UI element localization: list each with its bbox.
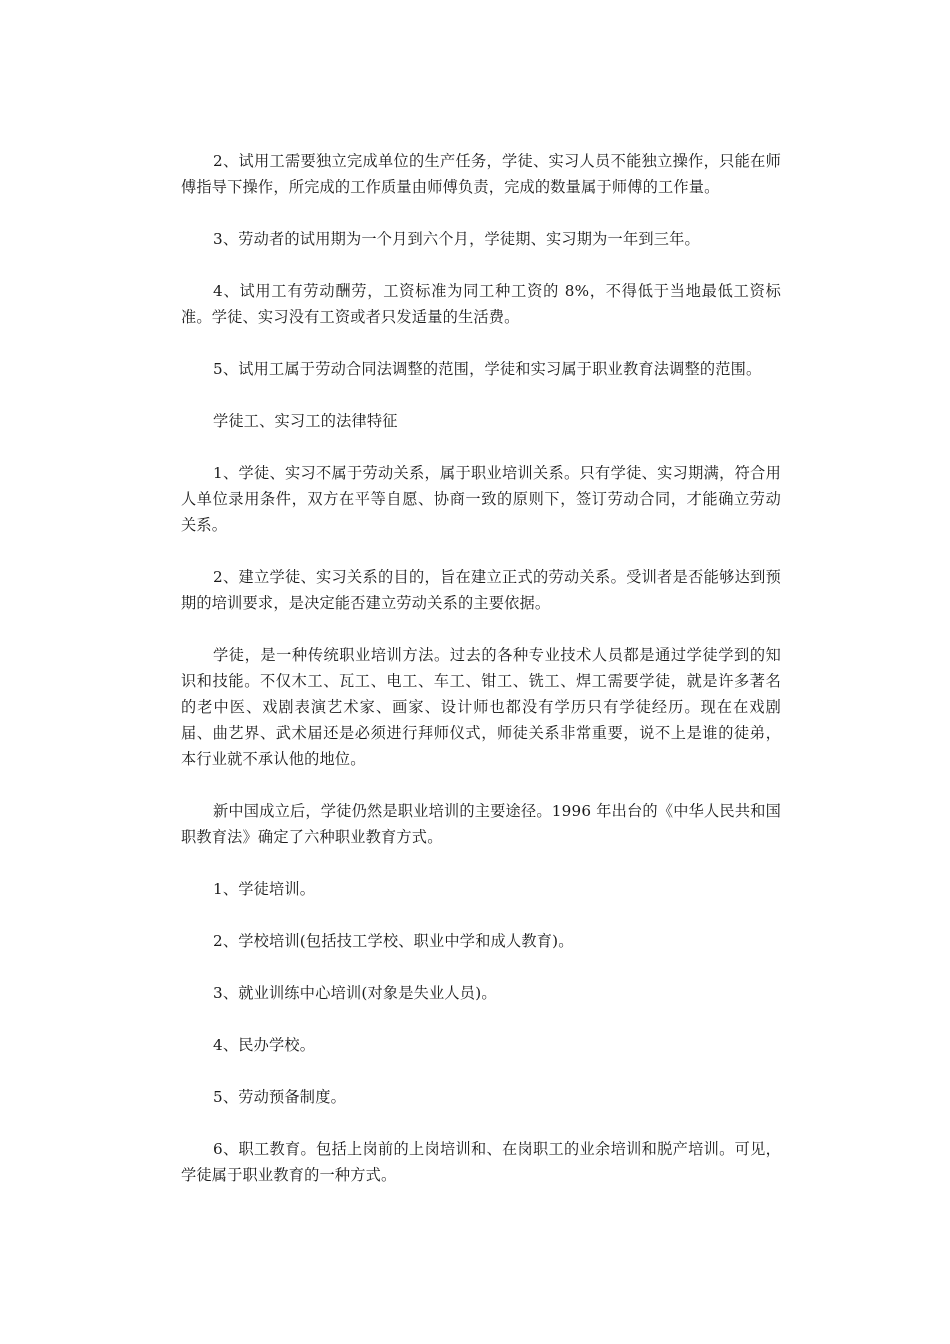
list-item-education-2: 2、学校培训(包括技工学校、职业中学和成人教育)。: [213, 932, 574, 950]
list-item-education-6: 6、职工教育。包括上岗前的上岗培训和、在岗职工的业余培训和脱产培训。可见，学徒属于职业教育的一种方式。: [181, 1140, 781, 1184]
paragraph-feature-2: 2、建立学徒、实习关系的目的，旨在建立正式的劳动关系。受训者是否能够达到预期的培训要求，是决定能否建立劳动关系的主要依据。: [181, 568, 781, 612]
list-item-education-3: 3、就业训练中心培训(对象是失业人员)。: [213, 984, 497, 1002]
paragraph-item-2-trial-vs-apprentice: 2、试用工需要独立完成单位的生产任务，学徒、实习人员不能独立操作，只能在师傅指导下操作，所完成的工作质量由师傅负责，完成的数量属于师傅的工作量。: [181, 152, 781, 196]
paragraph-item-4-wages: 4、试用工有劳动酬劳，工资标准为同工种工资的 8%，不得低于当地最低工资标准。学徒、实习没有工资或者只发适量的生活费。: [181, 282, 781, 326]
list-item-education-4: 4、民办学校。: [213, 1036, 316, 1054]
paragraph-apprentice-tradition: 学徒，是一种传统职业培训方法。过去的各种专业技术人员都是通过学徒学到的知识和技能。不仅木工、瓦工、电工、车工、钳工、铣工、焊工需要学徒，就是许多著名的老中医、戏剧表演艺术家、画家、设计师也都没有学历只有学徒经历。现在在戏剧届、曲艺界、武术届还是必须进行拜师仪式，师徒关系非常重要，说不上是谁的徒弟，本行业就不承认他的地位。: [181, 646, 781, 768]
list-item-education-1: 1、学徒培训。: [213, 880, 316, 898]
paragraph-feature-1: 1、学徒、实习不属于劳动关系，属于职业培训关系。只有学徒、实习期满，符合用人单位录用条件，双方在平等自愿、协商一致的原则下，签订劳动合同，才能确立劳动关系。: [181, 464, 781, 534]
list-item-education-5: 5、劳动预备制度。: [213, 1088, 346, 1106]
document-page: [181, 148, 781, 1214]
paragraph-new-china: 新中国成立后，学徒仍然是职业培训的主要途径。1996 年出台的《中华人民共和国职教育法》确定了六种职业教育方式。: [181, 802, 781, 846]
paragraph-item-3-probation-period: 3、劳动者的试用期为一个月到六个月，学徒期、实习期为一年到三年。: [213, 230, 700, 248]
section-heading-legal-features: 学徒工、实习工的法律特征: [213, 412, 398, 430]
paragraph-item-5-legal-scope: 5、试用工属于劳动合同法调整的范围，学徒和实习属于职业教育法调整的范围。: [213, 360, 762, 378]
